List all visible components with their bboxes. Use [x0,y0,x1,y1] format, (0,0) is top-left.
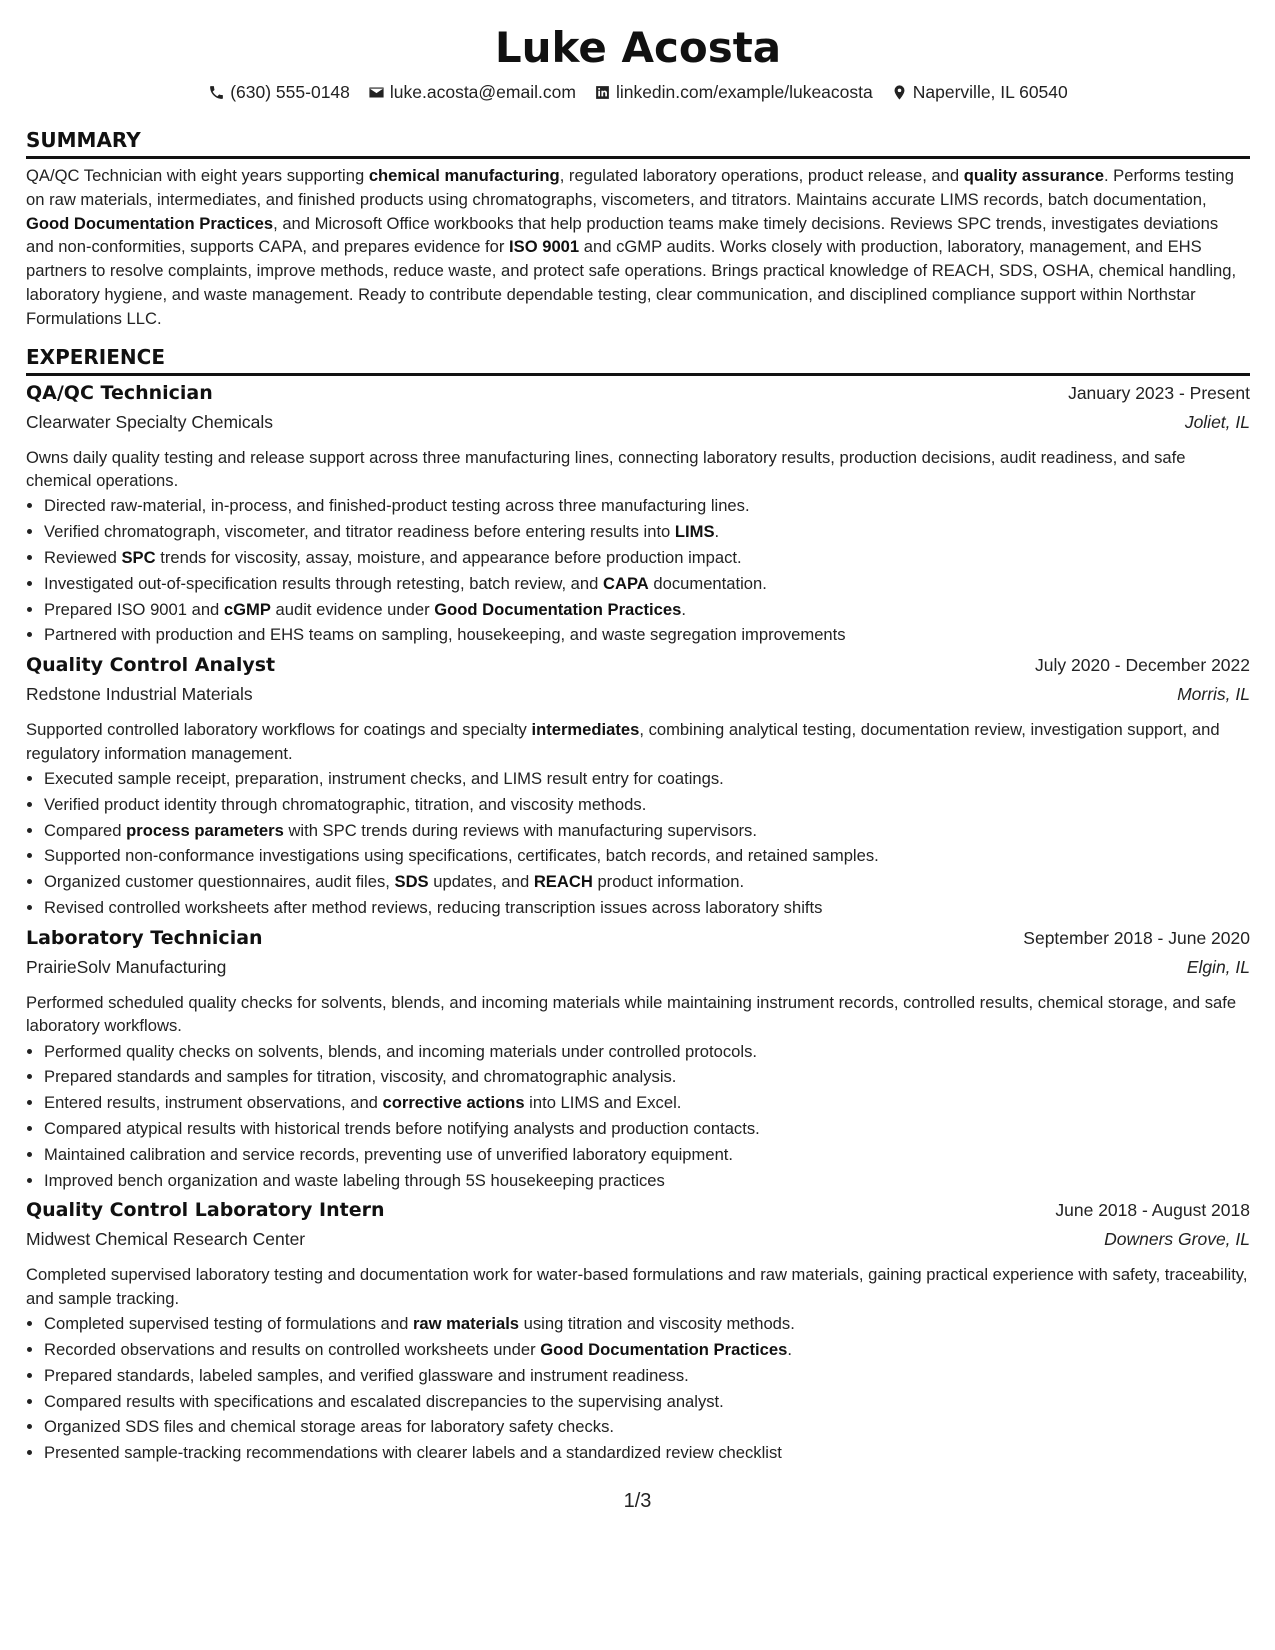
job-header [26,927,1250,957]
text: Completed supervised testing of formulations and [44,1314,413,1334]
summary-text [26,164,1250,331]
list-item [44,1440,1250,1466]
text: Performed scheduled quality checks for solvents, blends, and incoming materials while maintaining instrument records, controlled results, chemical storage, and safe laboratory workflows. [26,992,1237,1036]
text: Prepared standards, labeled samples, and verified glassware and instrument readiness. [44,1365,689,1385]
bold-text: Good Documentation Practices [434,599,682,619]
text: Supported non-conformance investigations using specifications, certificates, batch records, and retained samples. [44,846,879,866]
page-number: 1/3 [623,1490,652,1512]
list-item [44,571,1250,597]
map-pin-icon [891,84,908,101]
list-item [44,1090,1250,1116]
list-item [44,895,1250,921]
text: Prepared standards and samples for titration, viscosity, and chromatographic analysis. [44,1067,677,1087]
contact-text: Naperville, IL 60540 [912,81,1068,102]
bold-text: SPC [121,547,156,567]
text: into LIMS and Excel. [524,1093,682,1113]
job-subheader [26,684,1250,714]
job-dates: September 2018 - June 2020 [1023,927,1250,948]
job-subheader [26,412,1250,442]
list-item [44,1039,1250,1065]
job-location: Joliet, IL [1184,411,1250,432]
text: Compared [44,820,127,840]
job-dates: July 2020 - December 2022 [1035,655,1250,676]
text: . Performs testing on raw materials, intermediates, and finished products using chromatographs, viscometers, and titrators. Maintains accurate LIMS records, batch documentation, [26,166,1234,209]
bold-text: LIMS [674,522,715,542]
list-item [44,1337,1250,1363]
text: Organized customer questionnaires, audit files, [44,872,395,892]
contact-item[interactable] [368,82,576,103]
text: , regulated laboratory operations, product release, and [559,166,964,185]
bold-text: process parameters [126,820,284,840]
envelope-icon [368,84,385,101]
list-item [44,818,1250,844]
text: Improved bench organization and waste labeling through 5S housekeeping practices [44,1170,665,1190]
job-title: Laboratory Technician [26,926,263,949]
experience-heading: EXPERIENCE [26,345,1250,376]
list-item [44,1311,1250,1337]
bold-text: ISO 9001 [509,237,580,257]
bold-text: Good Documentation Practices [26,213,274,233]
text: audit evidence under [270,599,435,619]
text: product information. [592,872,745,892]
job-entry [26,1199,1250,1466]
job-header [26,382,1250,412]
contact-text: linkedin.com/example/lukeacosta [615,81,873,102]
list-item [44,843,1250,869]
text: updates, and [428,872,534,892]
list-item [44,493,1250,519]
summary-heading: SUMMARY [26,128,1250,159]
list-item [44,869,1250,895]
text: . [787,1339,792,1359]
list-item [44,1389,1250,1415]
job-location: Downers Grove, IL [1104,1229,1250,1250]
text: Revised controlled worksheets after method reviews, reducing transcription issues across laboratory shifts [44,897,823,917]
text: Reviewed [44,547,122,567]
job-company: Redstone Industrial Materials [26,684,253,705]
text: Owns daily quality testing and release support across three manufacturing lines, connecting laboratory results, production decisions, audit readiness, and safe chemical operations. [26,447,1186,490]
bold-text: chemical manufacturing [368,166,560,185]
text: Entered results, instrument observations, and [44,1093,383,1113]
job-location: Elgin, IL [1186,956,1250,977]
contact-item[interactable] [594,82,873,103]
job-bullets [26,493,1250,648]
job-description [26,1263,1250,1310]
job-subheader [26,1229,1250,1259]
job-title: QA/QC Technician [26,381,213,404]
contact-item [208,82,350,103]
contact-text: (630) 555-0148 [230,81,350,102]
text: Organized SDS files and chemical storage areas for laboratory safety checks. [44,1417,614,1437]
contact-text: luke.acosta@email.com [389,81,576,102]
text: Compared results with specifications and escalated discrepancies to the supervising analyst. [44,1391,724,1411]
job-bullets [26,1039,1250,1194]
list-item [44,622,1250,648]
job-company: PrairieSolv Manufacturing [26,956,227,977]
text: Verified chromatograph, viscometer, and titrator readiness before entering results into [44,522,675,542]
list-item [44,1168,1250,1194]
job-bullets [26,766,1250,921]
text: Performed quality checks on solvents, blends, and incoming materials under controlled protocols. [44,1041,757,1061]
text: Presented sample-tracking recommendations with clearer labels and a standardized review checklist [44,1443,782,1463]
list-item [44,1116,1250,1142]
text: . [714,522,720,542]
text: Partnered with production and EHS teams on sampling, housekeeping, and waste segregation improvements [44,625,846,645]
job-dates: January 2023 - Present [1068,382,1250,403]
text: Directed raw-material, in-process, and finished-product testing across three manufacturing lines. [44,496,750,516]
job-entry [26,382,1250,649]
list-item [44,1064,1250,1090]
text: using titration and viscosity methods. [519,1314,795,1334]
text: QA/QC Technician with eight years supporting [26,166,369,185]
text: . [681,599,686,619]
job-company: Midwest Chemical Research Center [26,1229,306,1250]
job-location: Morris, IL [1177,684,1250,705]
job-header [26,654,1250,684]
text: Maintained calibration and service records, preventing use of unverified laboratory equipment. [44,1144,734,1164]
phone-icon [208,84,225,101]
linkedin-icon [594,84,611,101]
job-description [26,991,1250,1038]
text: Recorded observations and results on controlled worksheets under [44,1339,541,1359]
job-description [26,718,1250,765]
job-entry [26,927,1250,1194]
bold-text: quality assurance [963,166,1104,185]
list-item [44,1142,1250,1168]
text: with SPC trends during reviews with manufacturing supervisors. [283,820,757,840]
bold-text: CAPA [602,573,649,593]
text: , and Microsoft Office workbooks that help production teams make timely decisions. Reviews SPC trends, investigates deviations and non-conformities, supports CAPA, and prepares evidence for [26,213,1219,257]
job-entry [26,654,1250,921]
job-title: Quality Control Analyst [26,654,276,677]
job-description [26,446,1250,493]
text: , combining analytical testing, documentation review, investigation support, and regulatory information management. [26,720,1220,763]
text: Verified product identity through chromatographic, titration, and viscosity methods. [44,794,647,814]
text: Prepared ISO 9001 and [44,599,224,619]
bold-text: corrective actions [382,1093,525,1113]
bold-text: cGMP [223,599,271,619]
bold-text: intermediates [531,720,640,740]
list-item [44,792,1250,818]
bold-text: raw materials [412,1314,520,1334]
list-item [44,1414,1250,1440]
text: Compared atypical results with historical trends before notifying analysts and production contacts. [44,1118,760,1138]
experience-list [26,382,1250,1466]
bold-text: Good Documentation Practices [540,1339,788,1359]
job-bullets [26,1311,1250,1466]
text: Investigated out-of-specification results through retesting, batch review, and [44,573,603,593]
bold-text: SDS [394,872,429,892]
job-company: Clearwater Specialty Chemicals [26,411,274,432]
contact-item [891,82,1068,103]
bold-text: REACH [533,872,593,892]
text: documentation. [648,573,767,593]
text: Supported controlled laboratory workflows for coatings and specialty [26,720,532,740]
list-item [44,597,1250,623]
text: and cGMP audits. Works closely with production, laboratory, management, and EHS partners to resolve complaints, improve methods, reduce waste, and protect safe operations. Brings practical knowledge of REACH, SDS, OSHA, chemical handling, laboratory hygiene, and waste management. Ready to contribute dependable testing, clear communication, and disciplined compliance support within Northstar Formulations LLC. [26,237,1237,328]
job-subheader [26,957,1250,987]
resume-page [26,0,1250,1466]
text: Completed supervised laboratory testing and documentation work for water-based formulations and raw materials, gaining practical experience with safety, traceability, and sample tracking. [26,1265,1248,1308]
candidate-name: Luke Acosta [494,23,782,72]
text: trends for viscosity, assay, moisture, and appearance before production impact. [155,547,742,567]
job-dates: June 2018 - August 2018 [1055,1200,1250,1221]
contact-row [26,78,1250,106]
list-item [44,1363,1250,1389]
job-title: Quality Control Laboratory Intern [26,1199,385,1222]
list-item [44,519,1250,545]
job-header [26,1199,1250,1229]
text: Executed sample receipt, preparation, instrument checks, and LIMS result entry for coatings. [44,768,724,788]
list-item [44,766,1250,792]
list-item [44,545,1250,571]
